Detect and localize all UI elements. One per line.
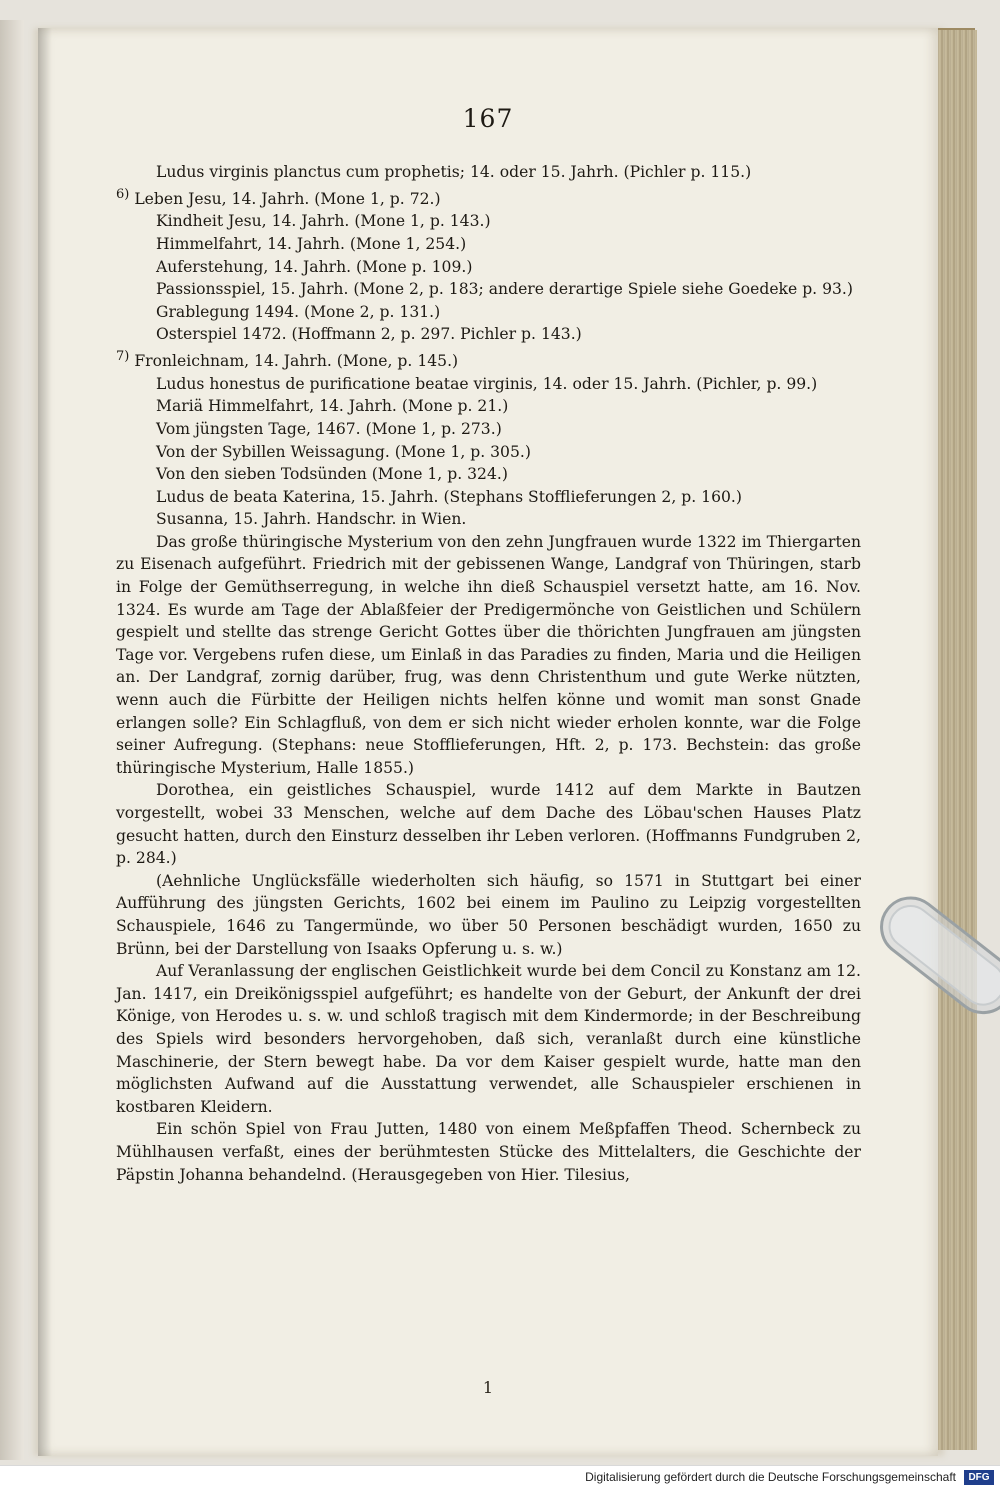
paragraph: Das große thüringische Mysterium von den zehn Jungfrauen wurde 1322 im Thiergarten zu Eisenach aufgeführt. Friedrich mit der gebissenen Wange, Landgraf von Thüringen, starb in Folge der Gemüthserregung, in welche ihn dieß Schauspiel versetzt hatte, am 16. Nov. 1324. Es wurde am Tage der Ablaßfeier der Predigermönche von Geistlichen und Schülern gespielt und stellte das strenge Gericht Gottes über die thörichten Jungfrauen am jüngsten Tage vor. Vergebens rufen diese, um Einlaß in das Paradies zu finden, Maria und die Heiligen an. Der Landgraf, zornig darüber, frug, was denn Christenthum und gute Werke nützten, wenn auch die Fürbitte der Heiligen nichts helfen könne und womit man sonst Gnade erlangen solle? Ein Schlagfluß, von dem er sich nicht wieder erholen konnte, war die Folge seiner Aufregung. (Stephans: neue Stofflieferungen, Hft. 2, p. 173. Bechstein: das große thüringische Mysterium, Halle 1855.)	[116, 532, 861, 777]
dfg-logo: DFG	[964, 1470, 994, 1485]
footer-credit: Digitalisierung gefördert durch die Deutsche Forschungsgemeinschaft	[585, 1470, 956, 1484]
footnote-ref: 7)	[116, 348, 130, 364]
page-text	[116, 161, 861, 1186]
text-line: Ludus virginis planctus cum prophetis; 14. oder 15. Jahrh. (Pichler p. 115.)	[156, 163, 752, 181]
text-line: Ludus de beata Katerina, 15. Jahrh. (Stephans Stofflieferungen 2, p. 160.)	[156, 487, 742, 506]
text-line: Osterspiel 1472. (Hoffmann 2, p. 297. Pichler p. 143.)	[156, 325, 582, 344]
text-line: Von den sieben Todsünden (Mone 1, p. 324.)	[156, 465, 508, 484]
text-line: Vom jüngsten Tage, 1467. (Mone 1, p. 273.)	[156, 419, 502, 438]
page-gutter-shadow	[38, 28, 52, 1456]
text-line	[116, 346, 861, 373]
paragraph: Auf Veranlassung der englischen Geistlichkeit wurde bei dem Concil zu Konstanz am 12. Jan. 1417, ein Dreikönigsspiel aufgeführt; es handelte von der Geburt, der Ankunft der drei Könige, von Herodes u. s. w. und schloß tragisch mit dem Kindermorde; in der Beschreibung des Spiels wird besonders hervorgehoben, daß sich, veranlaßt durch eine künstliche Maschinerie, der Stern bewegt habe. Da vor dem Kaiser gespielt wurde, hatte man den möglichsten Aufwand auf die Ausstattung verwendet, alle Schauspieler erschienen in kostbaren Kleidern.	[116, 962, 861, 1116]
opposite-page-edge	[0, 20, 24, 1460]
book-page	[38, 28, 938, 1456]
text-line: Auferstehung, 14. Jahrh. (Mone p. 109.)	[156, 257, 473, 276]
paragraph: (Aehnliche Unglücksfälle wiederholten sich häufig, so 1571 in Stuttgart bei einer Aufführung des jüngsten Gerichts, 1602 bei einem im Paulino zu Leipzig vorgestellten Schauspiele, 1646 zu Tangermünde, wo über 50 Personen beschädigt wurden, 1650 zu Brünn, bei der Darstellung von Isaaks Opferung u. s. w.)	[116, 871, 861, 958]
text-line-body: Fronleichnam, 14. Jahrh. (Mone, p. 145.)	[134, 352, 459, 371]
page-signature-mark: 1	[482, 1378, 494, 1397]
text-line: Ludus honestus de purificatione beatae virginis, 14. oder 15. Jahrh. (Pichler, p. 99.)	[156, 374, 818, 393]
text-line: Susanna, 15. Jahrh. Handschr. in Wien.	[156, 510, 467, 529]
paragraph: Dorothea, ein geistliches Schauspiel, wurde 1412 auf dem Markte in Bautzen vorgestellt, wobei 33 Menschen, welche auf dem Dache des Löbau'schen Hauses Platz gesucht hatten, durch den Einsturz desselben ihr Leben verloren. (Hoffmanns Fundgruben 2, p. 284.)	[116, 781, 861, 868]
text-line: Himmelfahrt, 14. Jahrh. (Mone 1, 254.)	[156, 234, 467, 253]
text-line: Passionsspiel, 15. Jahrh. (Mone 2, p. 183; andere derartige Spiele siehe Goedeke p. 93.)	[156, 280, 853, 299]
footer-bar	[0, 1465, 1000, 1490]
text-line: Kindheit Jesu, 14. Jahrh. (Mone 1, p. 143.)	[156, 212, 491, 231]
text-line	[116, 184, 861, 211]
page-number: 167	[462, 104, 514, 133]
page-holder-clip	[865, 870, 1000, 1020]
text-line: Grablegung 1494. (Mone 2, p. 131.)	[156, 302, 441, 321]
text-line: Von der Sybillen Weissagung. (Mone 1, p. 305.)	[156, 442, 531, 461]
text-line-body: Leben Jesu, 14. Jahrh. (Mone 1, p. 72.)	[134, 189, 441, 208]
text-line: Mariä Himmelfahrt, 14. Jahrh. (Mone p. 21.)	[156, 397, 509, 416]
paragraph: Ein schön Spiel von Frau Jutten, 1480 von einem Meßpfaffen Theod. Schernbeck zu Mühlhausen verfaßt, eines der berühmtesten Stücke des Mittelalters, die Geschichte der Päpstin Johanna behandelnd. (Herausgegeben von Hier. Tilesius,	[116, 1120, 861, 1184]
footnote-ref: 6)	[116, 186, 130, 202]
